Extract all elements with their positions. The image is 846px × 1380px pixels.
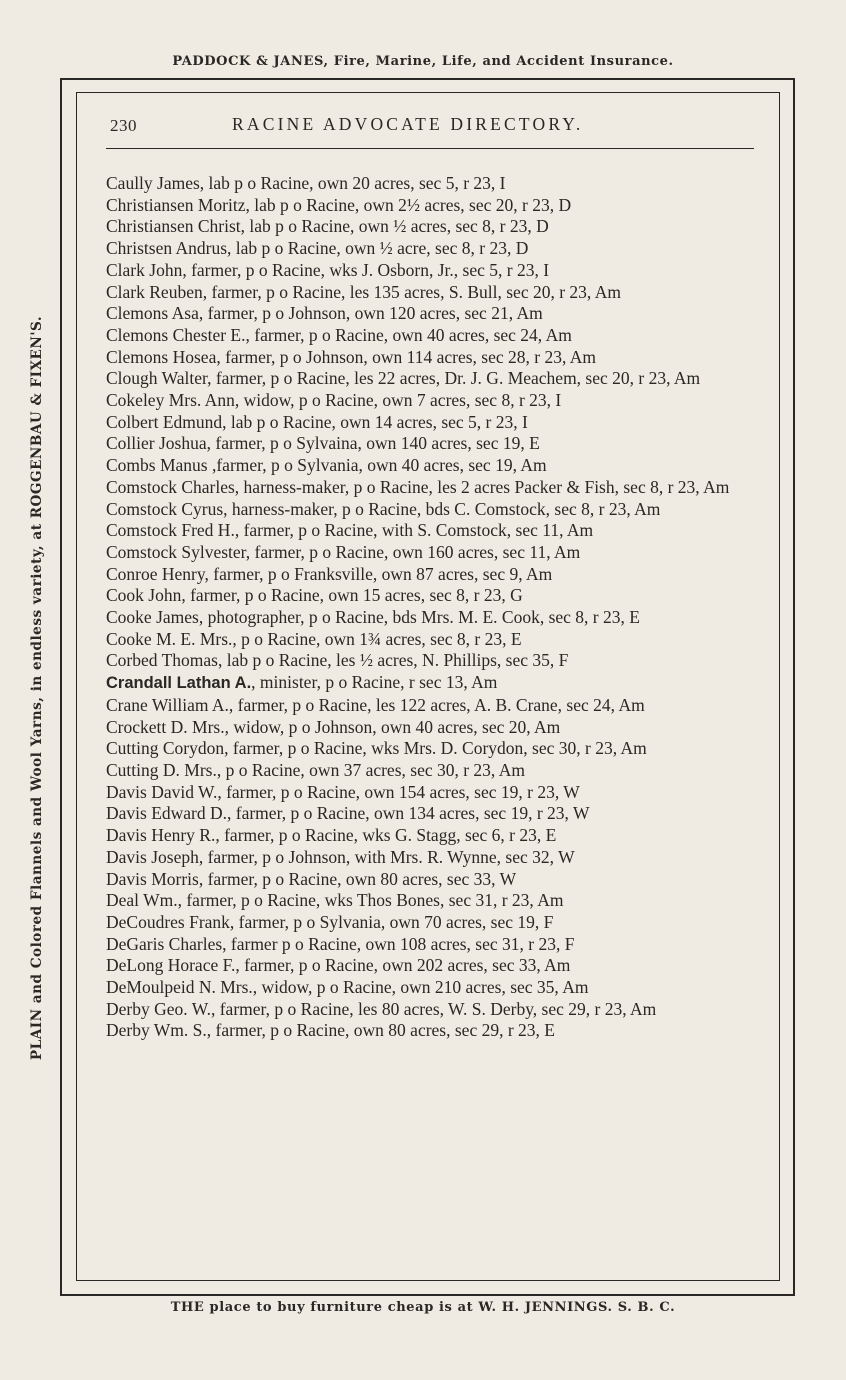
directory-entry-bold xyxy=(106,672,756,695)
directory-entry: Cooke M. E. Mrs., p o Racine, own 1¾ acres, sec 8, r 23, E xyxy=(106,628,522,649)
directory-entry: Comstock Cyrus, harness-maker, p o Racine, bds C. Comstock, sec 8, r 23, Am xyxy=(106,498,661,519)
directory-entry: Corbed Thomas, lab p o Racine, les ½ acres, N. Phillips, sec 35, F xyxy=(106,650,569,671)
directory-entry: Davis David W., farmer, p o Racine, own 154 acres, sec 19, r 23, W xyxy=(106,781,580,802)
directory-entry: Clemons Chester E., farmer, p o Racine, own 40 acres, sec 24, Am xyxy=(106,324,572,345)
directory-entries xyxy=(106,173,756,1042)
directory-entry: Clough Walter, farmer, p o Racine, les 22 acres, Dr. J. G. Meachem, sec 20, r 23, Am xyxy=(106,368,701,389)
directory-entry: Davis Morris, farmer, p o Racine, own 80 acres, sec 33, W xyxy=(106,868,517,889)
directory-entry: Crockett D. Mrs., widow, p o Johnson, own 40 acres, sec 20, Am xyxy=(106,716,561,737)
bold-entry-name: Crandall Lathan A. xyxy=(106,674,252,693)
directory-entry: Colbert Edmund, lab p o Racine, own 14 acres, sec 5, r 23, I xyxy=(106,411,528,432)
directory-entry: DeMoulpeid N. Mrs., widow, p o Racine, own 210 acres, sec 35, Am xyxy=(106,977,589,998)
directory-entry: Christiansen Christ, lab p o Racine, own ½ acres, sec 8, r 23, D xyxy=(106,216,549,237)
directory-entry: Cutting Corydon, farmer, p o Racine, wks Mrs. D. Corydon, sec 30, r 23, Am xyxy=(106,738,647,759)
top-advertisement: PADDOCK & JANES, Fire, Marine, Life, and Accident Insurance. xyxy=(172,54,674,69)
directory-entry: Conroe Henry, farmer, p o Franksville, own 87 acres, sec 9, Am xyxy=(106,563,553,584)
directory-entry: Cokeley Mrs. Ann, widow, p o Racine, own 7 acres, sec 8, r 23, I xyxy=(106,390,562,411)
directory-entry: DeLong Horace F., farmer, p o Racine, own 202 acres, sec 33, Am xyxy=(106,955,571,976)
directory-entry: Davis Edward D., farmer, p o Racine, own 134 acres, sec 19, r 23, W xyxy=(106,803,590,824)
directory-entry: Comstock Fred H., farmer, p o Racine, with S. Comstock, sec 11, Am xyxy=(106,520,594,541)
side-advertisement-text: PLAIN and Colored Flannels and Wool Yarns, in endless variety, at ROGGENBAU & FIXEN'S. xyxy=(29,315,45,1061)
bottom-advertisement: THE place to buy furniture cheap is at W. H. JENNINGS. S. B. C. xyxy=(170,1300,676,1315)
directory-entry: Cooke James, photographer, p o Racine, bds Mrs. M. E. Cook, sec 8, r 23, E xyxy=(106,607,640,628)
directory-entry: Derby Wm. S., farmer, p o Racine, own 80 acres, sec 29, r 23, E xyxy=(106,1020,555,1041)
directory-entry: Clark John, farmer, p o Racine, wks J. Osborn, Jr., sec 5, r 23, I xyxy=(106,259,550,280)
directory-entry: Christiansen Moritz, lab p o Racine, own 2½ acres, sec 20, r 23, D xyxy=(106,194,572,215)
directory-entry: Clark Reuben, farmer, p o Racine, les 135 acres, S. Bull, sec 20, r 23, Am xyxy=(106,281,621,302)
directory-entry: Clemons Asa, farmer, p o Johnson, own 120 acres, sec 21, Am xyxy=(106,303,543,324)
directory-entry: Derby Geo. W., farmer, p o Racine, les 80 acres, W. S. Derby, sec 29, r 23, Am xyxy=(106,998,657,1019)
directory-entry: Comstock Sylvester, farmer, p o Racine, own 160 acres, sec 11, Am xyxy=(106,541,581,562)
page-number: 230 xyxy=(110,116,137,135)
directory-entry: Cutting D. Mrs., p o Racine, own 37 acres, sec 30, r 23, Am xyxy=(106,759,525,780)
directory-entry: DeCoudres Frank, farmer, p o Sylvania, own 70 acres, sec 19, F xyxy=(106,911,554,932)
directory-entry: Deal Wm., farmer, p o Racine, wks Thos Bones, sec 31, r 23, Am xyxy=(106,890,564,911)
directory-entry: Collier Joshua, farmer, p o Sylvaina, own 140 acres, sec 19, E xyxy=(106,433,540,454)
directory-entry: Combs Manus ,farmer, p o Sylvania, own 40 acres, sec 19, Am xyxy=(106,455,547,476)
header-rule xyxy=(106,148,754,149)
directory-entry: Caully James, lab p o Racine, own 20 acres, sec 5, r 23, I xyxy=(106,173,506,193)
directory-entry: Clemons Hosea, farmer, p o Johnson, own 114 acres, sec 28, r 23, Am xyxy=(106,346,597,367)
directory-entry: Comstock Charles, harness-maker, p o Racine, les 2 acres Packer & Fish, sec 8, r 23, Am xyxy=(106,476,730,497)
directory-entry: Davis Joseph, farmer, p o Johnson, with Mrs. R. Wynne, sec 32, W xyxy=(106,846,575,867)
bold-entry-details: , minister, p o Racine, r sec 13, Am xyxy=(251,672,498,693)
directory-entry: Davis Henry R., farmer, p o Racine, wks G. Stagg, sec 6, r 23, E xyxy=(106,825,557,846)
directory-entry: Christsen Andrus, lab p o Racine, own ½ acre, sec 8, r 23, D xyxy=(106,238,529,259)
directory-entry: DeGaris Charles, farmer p o Racine, own 108 acres, sec 31, r 23, F xyxy=(106,933,575,954)
running-head: RACINE ADVOCATE DIRECTORY. xyxy=(232,114,584,134)
directory-entry: Cook John, farmer, p o Racine, own 15 acres, sec 8, r 23, G xyxy=(106,585,523,606)
directory-entry: Crane William A., farmer, p o Racine, les 122 acres, A. B. Crane, sec 24, Am xyxy=(106,694,645,715)
